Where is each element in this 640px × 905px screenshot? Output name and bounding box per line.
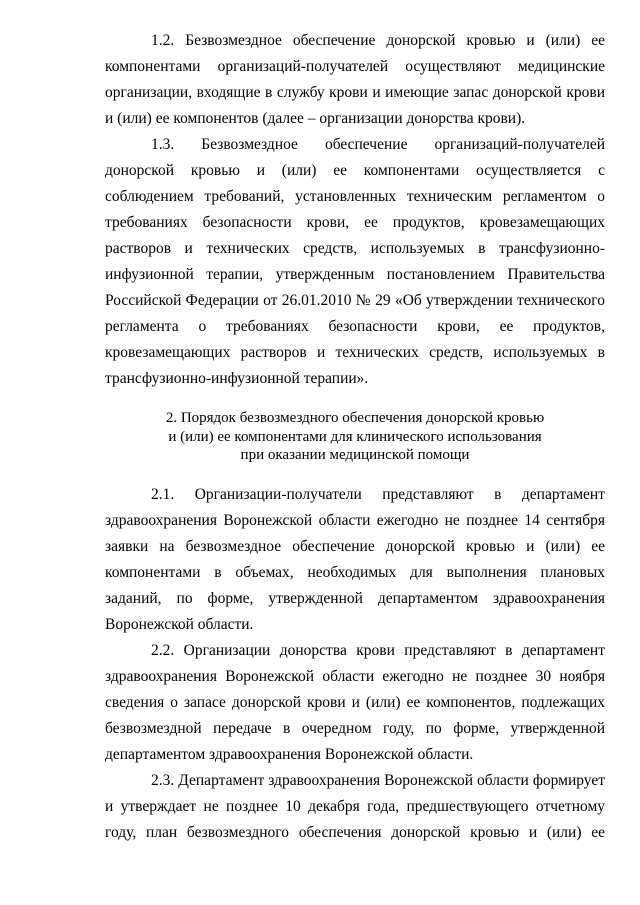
document-page <box>105 28 605 846</box>
paragraph-1-3: 1.3. Безвозмездное обеспечение организаций-получателей донорской кровью и (или) ее компонентами осуществляется с соблюдением требований, установленных техническим регламентом о требованиях безопасности крови, ее продуктов, кровезамещающих растворов и технических средств, используемых в трансфузионно-инфузионной терапии, утвержденным постановлением Правительства Российской Федерации от 26.01.2010 № 29 «Об утверждении технического регламента о требованиях безопасности крови, ее продуктов, кровезамещающих растворов и технических средств, используемых в трансфузионно-инфузионной терапии». <box>105 136 605 387</box>
section-heading-line: при оказании медицинской помощи <box>240 447 470 463</box>
paragraph-1-2: 1.2. Безвозмездное обеспечение донорской кровью и (или) ее компонентами организаций-получателей осуществляют медицинские организации, входящие в службу крови и имеющие запас донорской крови и (или) ее компонентов (далее – организации донорства крови). <box>105 32 605 127</box>
section-heading <box>105 409 605 465</box>
section-heading-line: 2. Порядок безвозмездного обеспечения донорской кровью <box>165 410 545 426</box>
paragraph-2-2: 2.2. Организации донорства крови представляют в департамент здравоохранения Воронежской области ежегодно не позднее 30 ноября сведения о запасе донорской крови и (или) ее компонентов, подлежащих безвозмездной передаче в очередном году, по форме, утвержденной департаментом здравоохранения Воронежской области. <box>105 641 605 763</box>
paragraph-2-3: 2.3. Департамент здравоохранения Воронежской области формирует и утверждает не позднее 10 декабря года, предшествующего отчетному году, план безвозмездного обеспечения донорской кровью и (или) ее <box>105 771 605 841</box>
section-heading-line: и (или) ее компонентами для клинического использования <box>168 428 542 445</box>
paragraph-2-1: 2.1. Организации-получатели представляют в департамент здравоохранения Воронежской области ежегодно не позднее 14 сентября заявки на безвозмездное обеспечение донорской кровью и (или) ее компонентами в объемах, необходимых для выполнения плановых заданий, по форме, утвержденной департаментом здравоохранения Воронежской области. <box>105 485 605 633</box>
